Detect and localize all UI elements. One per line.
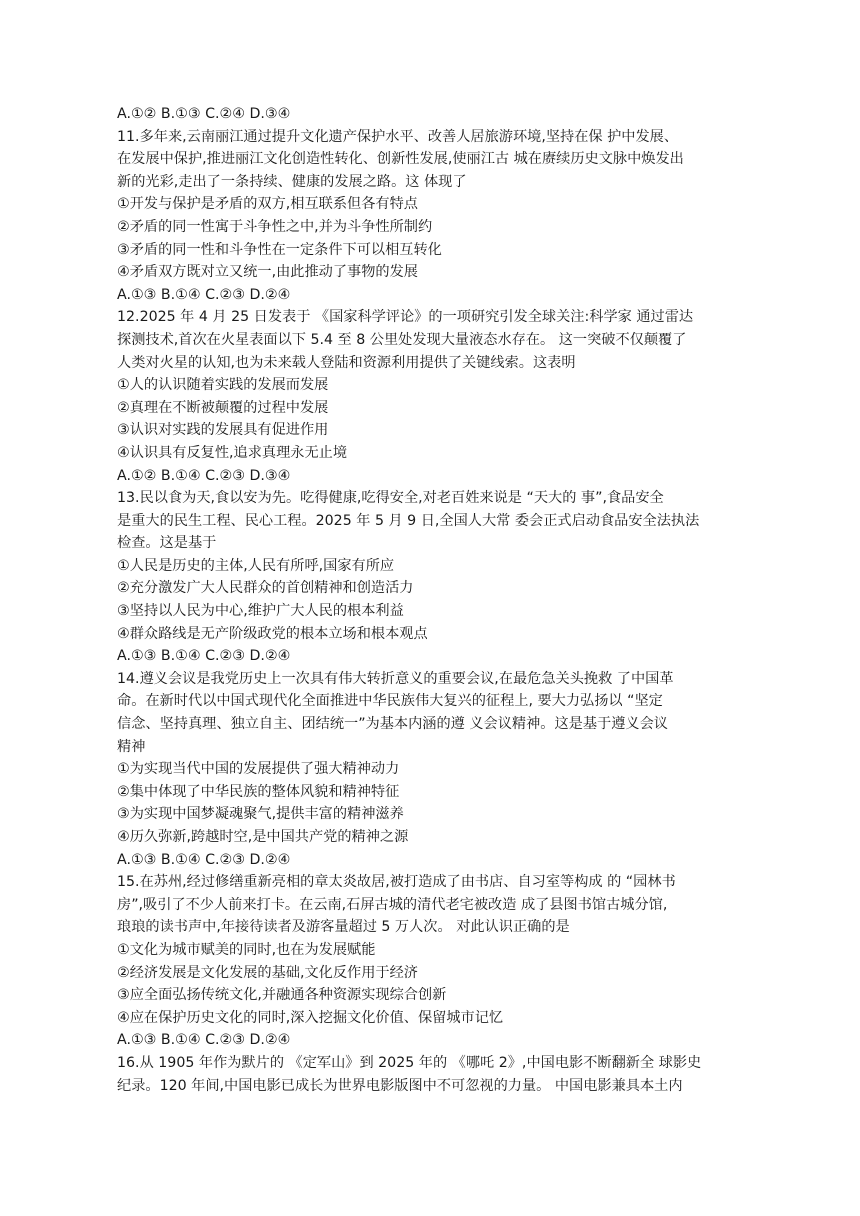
answer-options: A.①② B.①③ C.②④ D.③④ [117,106,291,122]
statement-item: ③应全面弘扬传统文化,并融通各种资源实现综合创新 [117,987,447,1004]
question-text-line: 房”,吸引了不少人前来打卡。在云南,石屏古城的清代老宅被改造 成了县图书馆古城分馆, [117,896,668,913]
answer-options: A.①③ B.①④ C.②③ D.②④ [117,286,291,303]
question-text-line: 检查。这是基于 [117,535,217,552]
question-text-line: 信念、坚持真理、独立自主、团结统一”为基本内涵的遵 义会议精神。这是基于遵义会议 [117,716,668,733]
statement-item: ①为实现当代中国的发展提供了强大精神动力 [117,761,400,778]
answer-options: A.①③ B.①④ C.②③ D.②④ [117,648,291,665]
question-text-line: 命。在新时代以中国式现代化全面推进中华民族伟大复兴的征程上, 要大力弘扬以 “坚定 [117,693,663,710]
document-page [117,103,739,1097]
statement-item: ②集中体现了中华民族的整体风貌和精神特征 [117,783,400,800]
question-text-line: 13.民以食为天,食以安为先。吃得健康,吃得安全,对老百姓来说是 “天大的 事”,食品安全 [117,490,664,507]
statement-item: ④群众路线是无产阶级政党的根本立场和根本观点 [117,625,428,642]
question-text-line: 11.多年来,云南丽江通过提升文化遗产保护水平、改善人居旅游环境,坚持在保 护中发展、 [117,128,679,145]
question-text-line: 15.在苏州,经过修缮重新亮相的章太炎故居,被打造成了由书店、自习室等构成 的 “园林书 [117,874,676,891]
statement-item: ③坚持以人民为中心,维护广大人民的根本利益 [117,603,404,620]
statement-item: ④矛盾双方既对立又统一,由此推动了事物的发展 [117,264,418,281]
statement-item: ②矛盾的同一性寓于斗争性之中,并为斗争性所制约 [117,218,433,235]
statement-item: ④认识具有反复性,追求真理永无止境 [117,444,348,461]
statement-item: ①人民是历史的主体,人民有所呼,国家有所应 [117,557,395,574]
statement-item: ③矛盾的同一性和斗争性在一定条件下可以相互转化 [117,241,442,258]
statement-item: ②真理在不断被颠覆的过程中发展 [117,399,329,416]
question-text-line: 纪录。120 年间,中国电影已成长为世界电影版图中不可忽视的力量。 中国电影兼具本土内 [117,1077,683,1094]
question-text-line: 16.从 1905 年作为默片的 《定军山》到 2025 年的 《哪吒 2》,中国电影不断翻新全 球影史 [117,1054,702,1071]
answer-options: A.①③ B.①④ C.②③ D.②④ [117,851,291,868]
question-text-line: 是重大的民生工程、民心工程。2025 年 5 月 9 日,全国人大常 委会正式启动食品安全法执法 [117,512,700,529]
statement-item: ③为实现中国梦凝魂聚气,提供丰富的精神滋养 [117,806,404,823]
question-text-line: 12.2025 年 4 月 25 日发表于 《国家科学评论》的一项研究引发全球关注:科学家 通过雷达 [117,309,694,326]
question-text-line: 精神 [117,738,146,755]
question-text-line: 探测技术,首次在火星表面以下 5.4 至 8 公里处发现大量液态水存在。 这一突破不仅颠覆了 [117,331,687,348]
statement-item: ④应在保护历史文化的同时,深入挖掘文化价值、保留城市记忆 [117,1009,504,1026]
statement-item: ①人的认识随着实践的发展而发展 [117,377,329,394]
question-text-line: 新的光彩,走出了一条持续、健康的发展之路。这 体现了 [117,173,467,190]
answer-options: A.①③ B.①④ C.②③ D.②④ [117,1032,291,1049]
question-text-line: 人类对火星的认知,也为未来载人登陆和资源利用提供了关键线索。这表明 [117,354,576,371]
statement-item: ④历久弥新,跨越时空,是中国共产党的精神之源 [117,829,409,845]
question-text-line: 在发展中保护,推进丽江文化创造性转化、创新性发展,使丽江古 城在赓续历史文脉中焕发出 [117,151,684,168]
statement-item: ②经济发展是文化发展的基础,文化反作用于经济 [117,964,418,981]
statement-item: ③认识对实践的发展具有促进作用 [117,422,329,439]
statement-item: ①文化为城市赋美的同时,也在为发展赋能 [117,941,376,958]
question-text-line: 14.遵义会议是我党历史上一次具有伟大转折意义的重要会议,在最危急关头挽救 了中国革 [117,670,674,687]
statement-item: ②充分激发广大人民群众的首创精神和创造活力 [117,580,414,597]
answer-options: A.①② B.①④ C.②③ D.③④ [117,467,291,484]
statement-item: ①开发与保护是矛盾的双方,相互联系但各有特点 [117,196,418,213]
question-text-line: 琅琅的读书声中,年接待读者及游客量超过 5 万人次。 对此认识正确的是 [117,919,570,936]
